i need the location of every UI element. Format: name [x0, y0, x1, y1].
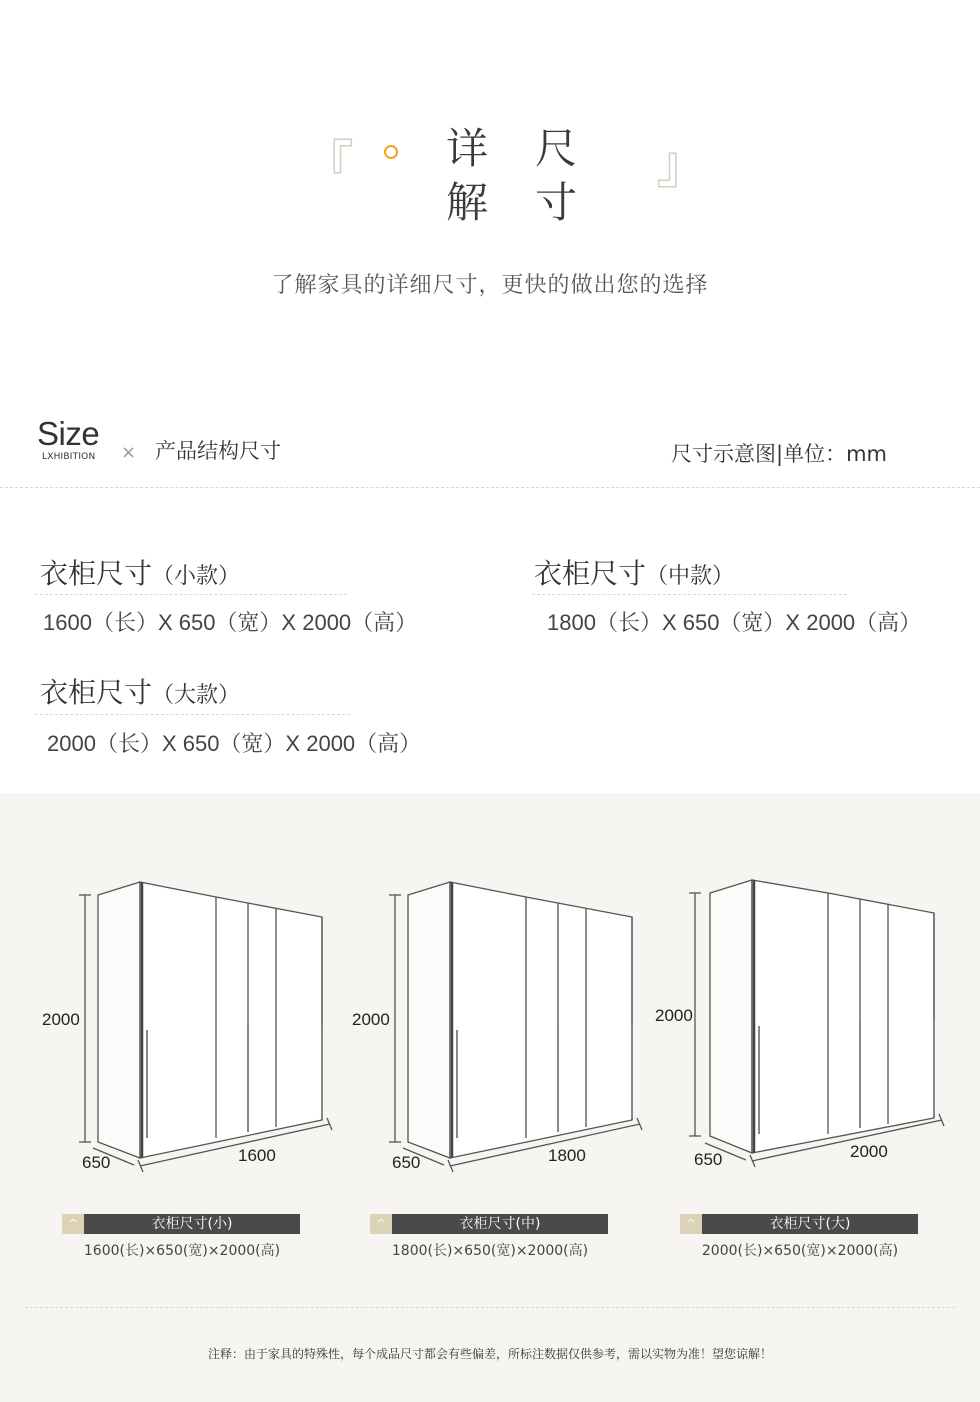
caption-dims: 1800(长)×650(宽)×2000(高)	[391, 1243, 589, 1259]
size-logo-subtext: LXHIBITION	[42, 452, 96, 462]
spec-title	[40, 671, 240, 711]
caption-bar-small	[62, 1214, 300, 1234]
depth-label: 650	[392, 1153, 421, 1172]
height-label: 2000	[352, 1010, 390, 1029]
spec-variant: （大款）	[152, 683, 241, 708]
wardrobe-diagram-medium	[340, 870, 650, 1180]
wardrobe-diagram-large	[650, 868, 970, 1178]
caption-label: 衣柜尺寸(小)	[84, 1214, 300, 1234]
spec-value: 2000（长）X 650（宽）X 2000（高）	[47, 731, 422, 756]
spec-value: 1600（长）X 650（宽）X 2000（高）	[43, 610, 418, 635]
height-label: 2000	[655, 1006, 693, 1025]
footnote: 注释：由于家具的特殊性，每个成品尺寸都会有些偏差，所标注数据仅供参考，需以实物为准！望您谅解！	[207, 1347, 772, 1361]
unit-label: 尺寸示意图|单位：mm	[671, 442, 887, 466]
spec-variant: （小款）	[152, 564, 241, 589]
hero-char: 详	[446, 124, 489, 173]
left-bracket-ornament: 『	[302, 136, 355, 196]
caption-label: 衣柜尺寸(大)	[702, 1214, 918, 1234]
width-label: 1600	[238, 1146, 276, 1165]
width-label: 2000	[850, 1142, 888, 1161]
spec-value: 1800（长）X 650（宽）X 2000（高）	[547, 610, 922, 635]
caption-bar-large	[680, 1214, 918, 1234]
spec-divider	[35, 714, 350, 715]
hero-char: 解	[446, 178, 489, 227]
chevron-up-icon: ^	[680, 1214, 702, 1234]
width-label: 1800	[548, 1146, 586, 1165]
spec-divider	[35, 594, 347, 595]
caption-label: 衣柜尺寸(中)	[392, 1214, 608, 1234]
chevron-up-icon: ^	[62, 1214, 84, 1234]
accent-dot-icon	[384, 145, 398, 159]
hero-subtitle: 了解家具的详细尺寸，更快的做出您的选择	[271, 273, 709, 298]
depth-label: 650	[694, 1150, 723, 1169]
section-title: 产品结构尺寸	[155, 439, 281, 463]
section-divider	[0, 487, 980, 488]
size-logo-word: Size	[37, 415, 100, 452]
height-label: 2000	[42, 1010, 80, 1029]
spec-title-text: 衣柜尺寸	[534, 557, 647, 590]
caption-dims: 2000(长)×650(宽)×2000(高)	[701, 1243, 899, 1259]
caption-dims: 1600(长)×650(宽)×2000(高)	[83, 1243, 281, 1259]
hero-char: 尺	[535, 124, 578, 173]
right-bracket-ornament: 』	[656, 136, 709, 196]
separator-icon: ×	[121, 442, 137, 463]
spec-title-text: 衣柜尺寸	[40, 557, 153, 590]
wardrobe-diagram-small	[30, 870, 340, 1180]
caption-bar-medium	[370, 1214, 608, 1234]
spec-title	[40, 552, 240, 592]
spec-divider	[532, 594, 847, 595]
spec-variant: （中款）	[646, 564, 735, 589]
spec-title	[534, 552, 734, 592]
depth-label: 650	[82, 1153, 111, 1172]
hero-char: 寸	[535, 178, 578, 227]
spec-title-text: 衣柜尺寸	[40, 676, 153, 709]
footer-divider	[25, 1307, 955, 1308]
chevron-up-icon: ^	[370, 1214, 392, 1234]
